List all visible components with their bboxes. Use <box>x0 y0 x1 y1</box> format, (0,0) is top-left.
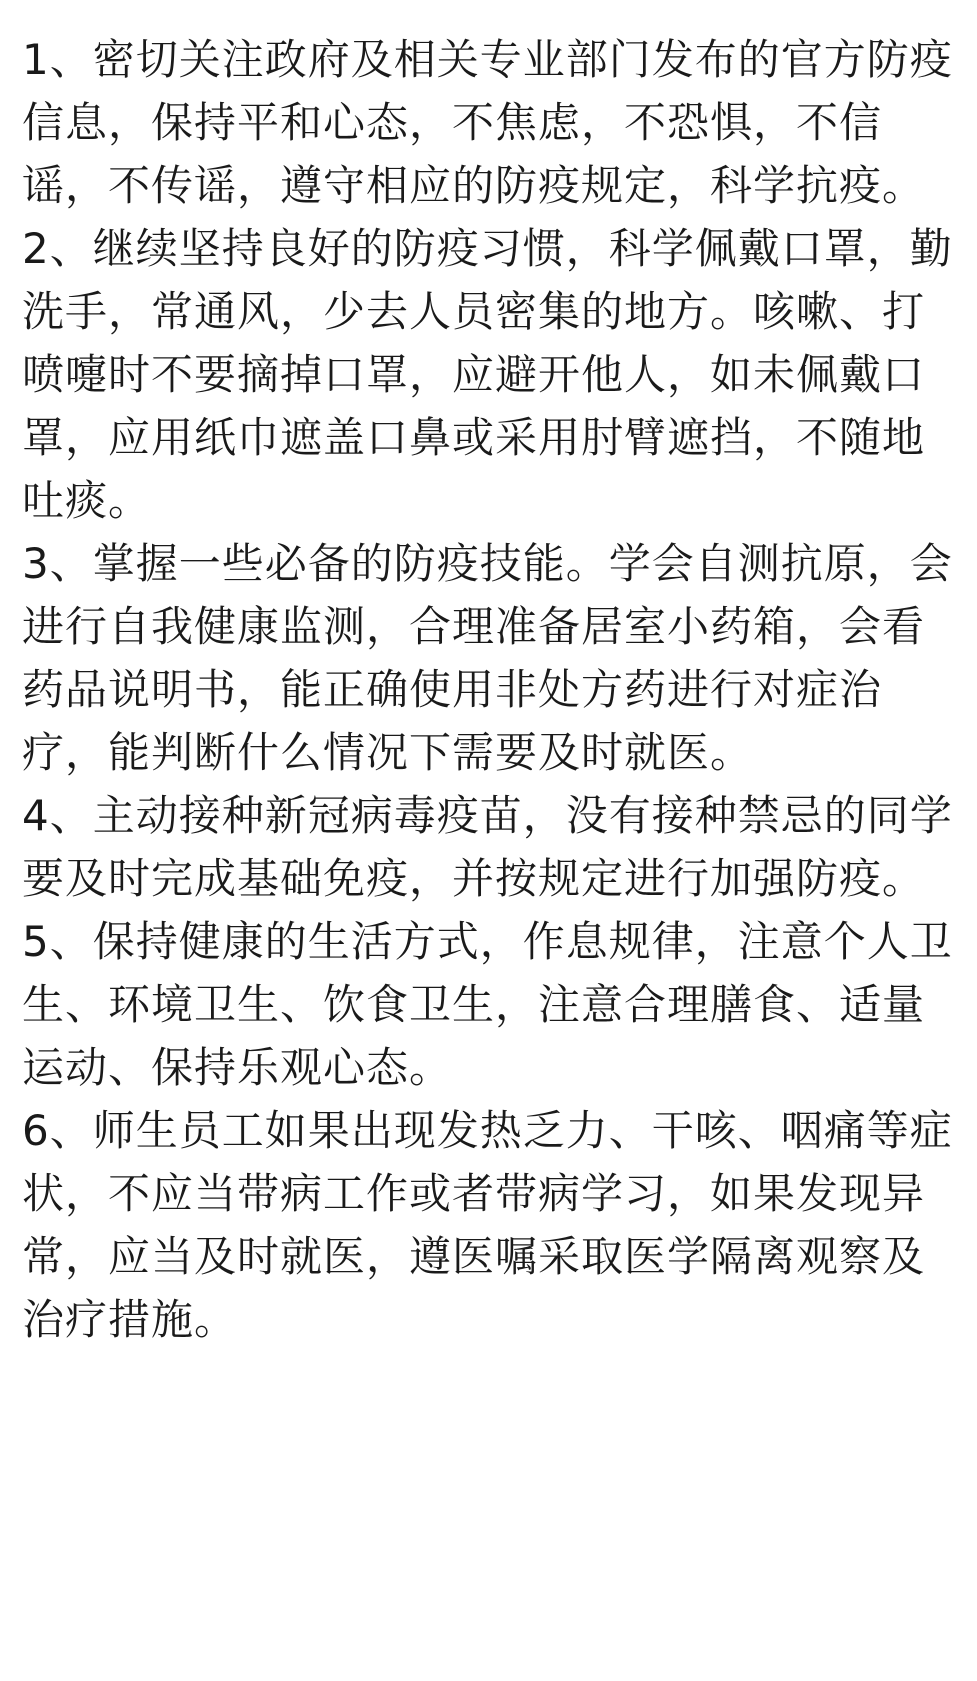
guideline-item-6: 6、师生员工如果出现发热乏力、干咳、咽痛等症状，不应当带病工作或者带病学习，如果发现异常，应当及时就医，遵医嘱采取医学隔离观察及治疗措施。 <box>22 1106 953 1344</box>
guideline-item-3: 3、掌握一些必备的防疫技能。学会自测抗原，会进行自我健康监测，合理准备居室小药箱，会看药品说明书，能正确使用非处方药进行对症治疗，能判断什么情况下需要及时就医。 <box>22 539 953 777</box>
guideline-item-5: 5、保持健康的生活方式，作息规律，注意个人卫生、环境卫生、饮食卫生，注意合理膳食、适量运动、保持乐观心态。 <box>22 917 953 1092</box>
guideline-item-2: 2、继续坚持良好的防疫习惯，科学佩戴口罩，勤洗手，常通风，少去人员密集的地方。咳嗽、打喷嚏时不要摘掉口罩，应避开他人，如未佩戴口罩，应用纸巾遮盖口鼻或采用肘臂遮挡，不随地吐痰。 <box>22 224 953 525</box>
guideline-document <box>22 28 957 1351</box>
guideline-item-1: 1、密切关注政府及相关专业部门发布的官方防疫信息，保持平和心态，不焦虑，不恐惧，不信谣，不传谣，遵守相应的防疫规定，科学抗疫。 <box>22 35 953 210</box>
guideline-item-4: 4、主动接种新冠病毒疫苗，没有接种禁忌的同学要及时完成基础免疫，并按规定进行加强防疫。 <box>22 791 953 903</box>
